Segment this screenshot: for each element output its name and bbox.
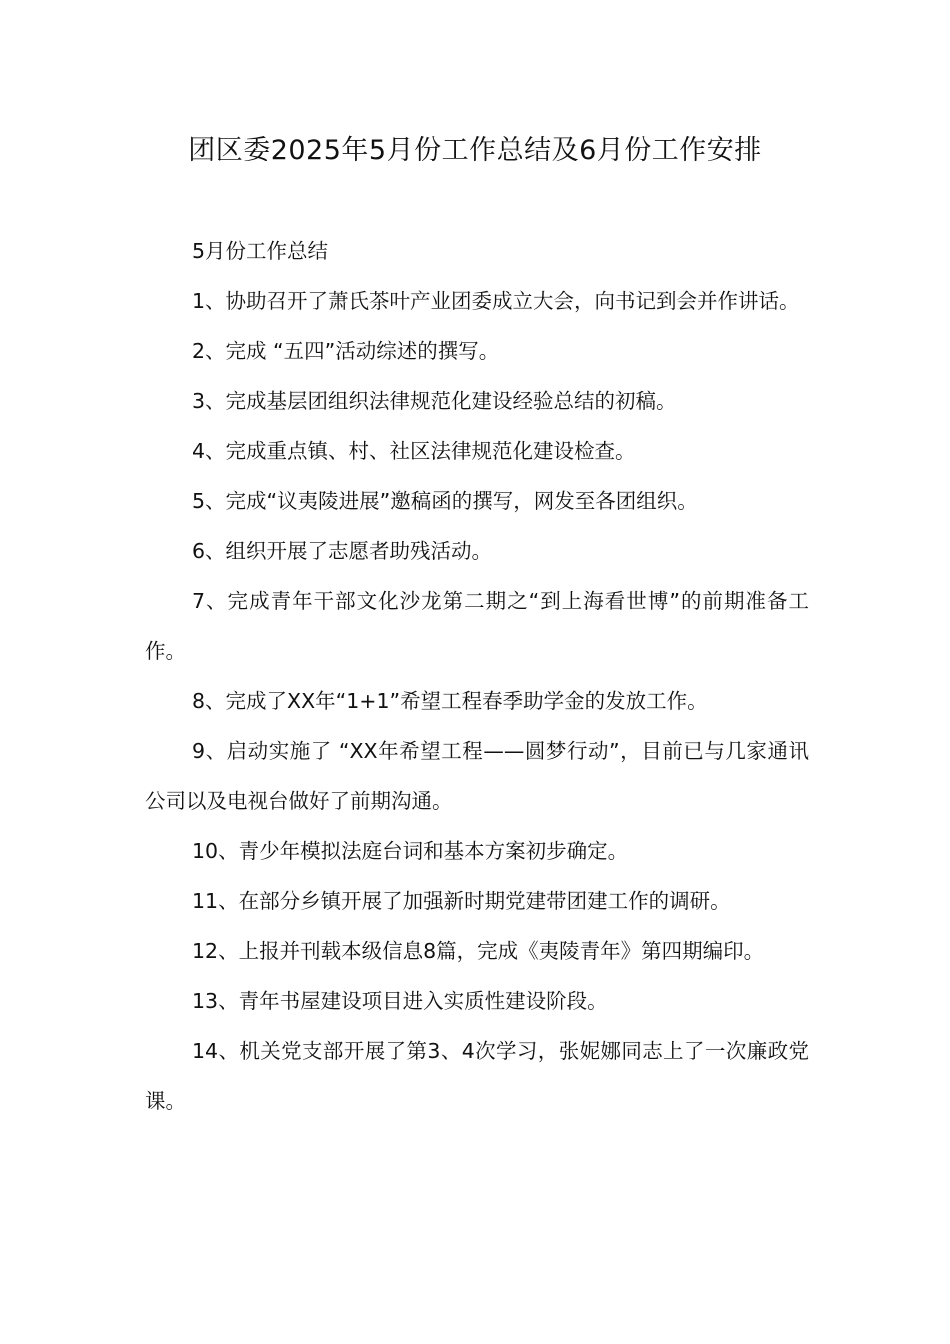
summary-item-1: 1、协助召开了萧氏茶叶产业团委成立大会，向书记到会并作讲话。 — [192, 289, 800, 313]
summary-item-4: 4、完成重点镇、村、社区法律规范化建设检查。 — [192, 439, 636, 463]
document-title: 团区委2025年5月份工作总结及6月份工作安排 — [188, 135, 762, 166]
summary-item-3: 3、完成基层团组织法律规范化建设经验总结的初稿。 — [192, 389, 677, 413]
document-body — [145, 226, 809, 1126]
summary-item-5: 5、完成“议夷陵进展”邀稿函的撰写，网发至各团组织。 — [192, 489, 698, 513]
summary-item-6: 6、组织开展了志愿者助残活动。 — [192, 539, 493, 563]
summary-item-14: 14、机关党支部开展了第3、4次学习，张妮娜同志上了一次廉政党课。 — [145, 1039, 809, 1113]
summary-item-8: 8、完成了XX年“1+1”希望工程春季助学金的发放工作。 — [192, 689, 708, 713]
section-heading: 5月份工作总结 — [192, 239, 329, 263]
summary-item-10: 10、青少年模拟法庭台词和基本方案初步确定。 — [192, 839, 629, 863]
summary-item-9: 9、启动实施了 “XX年希望工程——圆梦行动”，目前已与几家通讯公司以及电视台做好了前期沟通。 — [145, 739, 809, 813]
summary-item-7: 7、完成青年干部文化沙龙第二期之“到上海看世博”的前期准备工作。 — [145, 589, 809, 663]
summary-item-13: 13、青年书屋建设项目进入实质性建设阶段。 — [192, 989, 608, 1013]
summary-item-2: 2、完成 “五四”活动综述的撰写。 — [192, 339, 500, 363]
summary-item-11: 11、在部分乡镇开展了加强新时期党建带团建工作的调研。 — [192, 889, 731, 913]
summary-item-12: 12、上报并刊载本级信息8篇，完成《夷陵青年》第四期编印。 — [192, 939, 765, 963]
